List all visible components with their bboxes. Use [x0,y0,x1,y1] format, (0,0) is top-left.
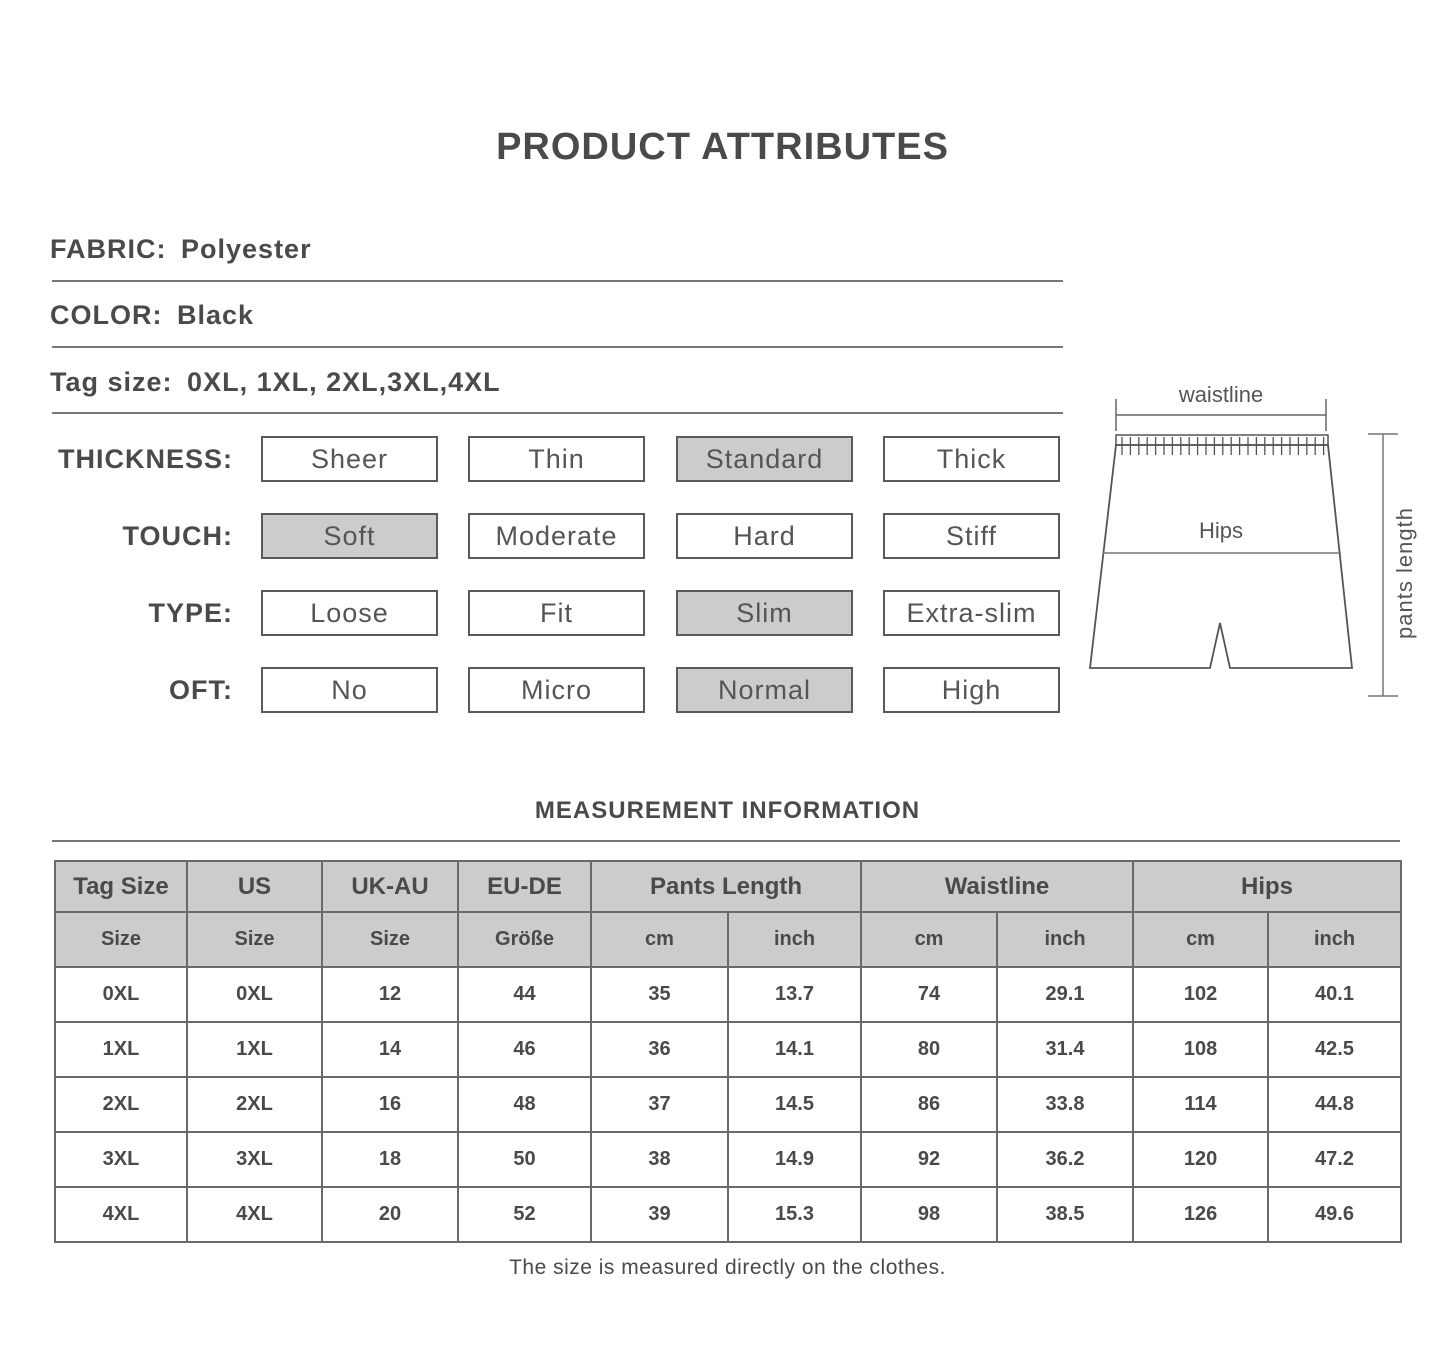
table-subheader-row [55,912,1401,967]
table-cell: 29.1 [997,967,1133,1022]
option-high: High [883,667,1060,713]
subheader-cell: Size [322,912,458,967]
table-row [55,967,1401,1022]
table-cell: 74 [861,967,997,1022]
divider [52,280,1063,282]
header-pants-length: Pants Length [591,861,861,912]
touch-label: TOUCH: [122,521,233,551]
option-loose: Loose [261,590,438,636]
table-cell: 47.2 [1268,1132,1401,1187]
tag-size-label: Tag size: [50,367,173,397]
table-cell: 98 [861,1187,997,1242]
table-cell: 46 [458,1022,591,1077]
table-cell: 33.8 [997,1077,1133,1132]
table-cell: 102 [1133,967,1268,1022]
table-cell: 36.2 [997,1132,1133,1187]
color-label: COLOR: [50,300,163,330]
table-cell: 1XL [187,1022,322,1077]
table-cell: 4XL [55,1187,187,1242]
hips-label: Hips [1198,518,1244,543]
tag-size-value: 0XL, 1XL, 2XL,3XL,4XL [187,367,501,397]
header-uk-au: UK-AU [322,861,458,912]
table-cell: 3XL [55,1132,187,1187]
table-cell: 13.7 [728,967,861,1022]
subheader-cell: inch [997,912,1133,967]
table-cell: 38.5 [997,1187,1133,1242]
subheader-cell: cm [591,912,728,967]
header-tag-size: Tag Size [55,861,187,912]
table-cell: 39 [591,1187,728,1242]
table-cell: 18 [322,1132,458,1187]
table-cell: 2XL [55,1077,187,1132]
option-extra-slim: Extra-slim [883,590,1060,636]
header-hips: Hips [1133,861,1401,912]
table-cell: 38 [591,1132,728,1187]
subheader-cell: Size [187,912,322,967]
table-cell: 2XL [187,1077,322,1132]
option-thick: Thick [883,436,1060,482]
table-cell: 35 [591,967,728,1022]
divider [52,412,1063,414]
table-cell: 92 [861,1132,997,1187]
table-cell: 37 [591,1077,728,1132]
subheader-cell: cm [861,912,997,967]
table-cell: 52 [458,1187,591,1242]
table-cell: 31.4 [997,1022,1133,1077]
option-no: No [261,667,438,713]
table-cell: 44 [458,967,591,1022]
color-line [50,300,254,331]
option-standard: Standard [676,436,853,482]
option-hard: Hard [676,513,853,559]
table-cell: 0XL [55,967,187,1022]
size-table [54,860,1402,1243]
table-cell: 3XL [187,1132,322,1187]
footnote: The size is measured directly on the clothes. [509,1256,946,1279]
table-cell: 114 [1133,1077,1268,1132]
table-cell: 80 [861,1022,997,1077]
table-row [55,1132,1401,1187]
subheader-cell: inch [1268,912,1401,967]
table-cell: 0XL [187,967,322,1022]
option-sheer: Sheer [261,436,438,482]
table-cell: 12 [322,967,458,1022]
option-slim: Slim [676,590,853,636]
subheader-cell: inch [728,912,861,967]
table-cell: 49.6 [1268,1187,1401,1242]
subheader-cell: Size [55,912,187,967]
table-row [55,1187,1401,1242]
table-cell: 14.5 [728,1077,861,1132]
table-cell: 1XL [55,1022,187,1077]
shorts-outline [1090,445,1352,668]
waistline-label: waistline [1178,382,1264,407]
type-label: TYPE: [148,598,233,628]
table-cell: 16 [322,1077,458,1132]
table-header-row [55,861,1401,912]
header-waistline: Waistline [861,861,1133,912]
waistband-elastic [1122,437,1324,455]
table-row [55,1022,1401,1077]
page-title: PRODUCT ATTRIBUTES [496,126,949,168]
table-cell: 108 [1133,1022,1268,1077]
header-eu-de: EU-DE [458,861,591,912]
divider [52,840,1400,842]
table-cell: 120 [1133,1132,1268,1187]
table-cell: 42.5 [1268,1022,1401,1077]
measurement-title: MEASUREMENT INFORMATION [534,797,921,824]
table-cell: 14 [322,1022,458,1077]
table-cell: 36 [591,1022,728,1077]
table-cell: 20 [322,1187,458,1242]
fabric-line [50,234,312,265]
tag-size-line [50,367,501,398]
option-soft: Soft [261,513,438,559]
option-moderate: Moderate [468,513,645,559]
option-fit: Fit [468,590,645,636]
fabric-label: FABRIC: [50,234,167,264]
color-value: Black [177,300,255,330]
table-row [55,1077,1401,1132]
thickness-label: THICKNESS: [57,444,233,474]
option-thin: Thin [468,436,645,482]
shorts-diagram [1080,375,1420,705]
table-cell: 4XL [187,1187,322,1242]
subheader-cell: Größe [458,912,591,967]
pants-length-label: pants length [1392,507,1417,639]
option-stiff: Stiff [883,513,1060,559]
table-cell: 15.3 [728,1187,861,1242]
table-cell: 14.9 [728,1132,861,1187]
table-cell: 44.8 [1268,1077,1401,1132]
divider [52,346,1063,348]
oft-label: OFT: [169,675,233,705]
table-cell: 50 [458,1132,591,1187]
table-cell: 40.1 [1268,967,1401,1022]
option-micro: Micro [468,667,645,713]
header-us: US [187,861,322,912]
subheader-cell: cm [1133,912,1268,967]
table-cell: 14.1 [728,1022,861,1077]
table-cell: 48 [458,1077,591,1132]
option-normal: Normal [676,667,853,713]
fabric-value: Polyester [181,234,312,264]
table-cell: 86 [861,1077,997,1132]
table-cell: 126 [1133,1187,1268,1242]
